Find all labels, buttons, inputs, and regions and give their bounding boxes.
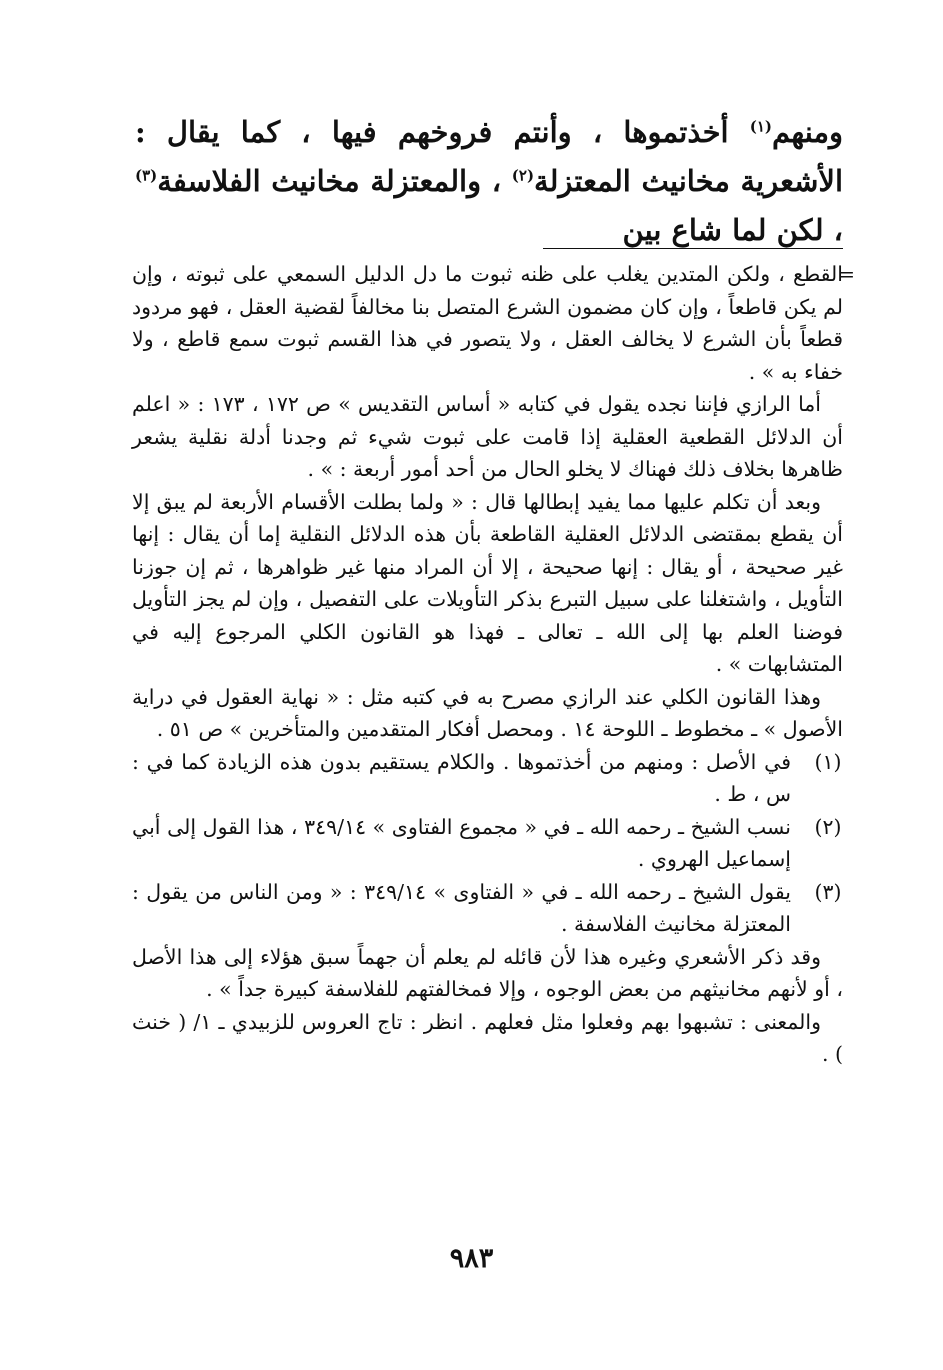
note-paragraph: القطع ، ولكن المتدين يغلب على ظنه ثبوت ما دل الدليل السمعي على ثبوته ، وإن لم يكن قاطعاً ، وإن كان مضمون الشرع المتصل بنا مخالفاً لقضية العقل ، فهو مردود قطعاً بأن الشرع لا يخالف العقل ، ولا يتصور في هذا القسم ثبوت سمع قاطع ، ولا خفاء به » . (132, 262, 843, 384)
footnote-separator (543, 248, 843, 249)
footnote-3 (132, 876, 843, 941)
footnote-2 (132, 811, 843, 876)
footnote-ref-3: (٣) (135, 166, 158, 185)
footnote-number: (١) (814, 749, 842, 774)
note-paragraph: وبعد أن تكلم عليها مما يفيد إبطالها قال : « ولما بطلت الأقسام الأربعة لم يبق إلا أن يقطع بمقتضى الدلائل العقلية القاطعة بأن هذه الدلائل النقلية إما أن يقال : إنها غير صحيحة ، أو يقال : إنها صحيحة ، إلا أن المراد منها غير ظواهرها ، ثم إن جوزنا التأويل ، واشتغلنا على سبيل التبرع بذكر التأويلات على التفصيل ، وإن لم يجز التأويل فوضنا العلم بها إلى الله ـ تعالى ـ فهذا هو القانون الكلي المرجوع إليه في المتشابهات » . (132, 489, 843, 676)
footnote-1 (132, 746, 843, 811)
footnote-number: (٣) (814, 879, 842, 904)
note-paragraph: والمعنى : تشبهوا بهم وفعلوا مثل فعلهم . انظر : تاج العروس للزبيدي ـ ١/ ( خنث ) . (132, 1009, 843, 1066)
footnote-ref-1: (١) (749, 117, 773, 136)
main-text-segment: ، لكن لما شاع بين (622, 213, 843, 247)
footnote-number: (٢) (814, 814, 842, 839)
note-paragraph: وقد ذكر الأشعري وغيره هذا لأن قائله لم يعلم أن جهماً سبق هؤلاء إلى هذا الأصل ، أو لأنهم مخانيثهم من بعض الوجوه ، وإلا فمخالفتهم للفلاسفة كبيرة جداً » . (132, 944, 843, 1001)
footnotes (132, 258, 843, 1071)
main-text (135, 108, 843, 255)
continuation-mark: = (838, 262, 855, 286)
note-paragraph: وهذا القانون الكلي عند الرازي مصرح به في كتبه مثل : « نهاية العقول في دراية الأصول » ـ مخطوط ـ اللوحة ١٤ . ومحصل أفكار المتقدمين والمتأخرين » ص ٥١ . (132, 684, 843, 741)
footnote-text: نسب الشيخ ـ رحمه الله ـ في « مجموع الفتاوى » ٣٤٩/١٤ ، هذا القول إلى أبي إسماعيل الهروي . (132, 814, 791, 871)
footnote-ref-2: (٢) (511, 166, 535, 185)
main-text-segment: ومنهم (772, 115, 843, 149)
footnote-text: يقول الشيخ ـ رحمه الله ـ في « الفتاوى » ٣٤٩/١٤ : « ومن الناس من يقول : المعتزلة مخانيث الفلاسفة . (132, 879, 791, 936)
note-paragraph: أما الرازي فإننا نجده يقول في كتابه « أساس التقديس » ص ١٧٢ ، ١٧٣ : « اعلم أن الدلائل القطعية العقلية إذا قامت على ثبوت شيء ثم وجدنا أدلة نقلية يشعر ظاهرها بخلاف ذلك فهناك لا يخلو الحال من أحد أمور أربعة : » . (132, 392, 843, 481)
main-text-segment: ، والمعتزلة مخانيث الفلاسفة (157, 164, 512, 198)
footnote-text: في الأصل : ومنهم من أخذتموها . والكلام يستقيم بدون هذه الزيادة كما في : س ، ط . (132, 749, 791, 806)
main-text-segment: أخذتموها ، وأنتم فروخهم فيها ، كما يقال : الأشعرية مخانيث المعتزلة (135, 115, 844, 198)
page-number: ٩٨٣ (449, 1243, 494, 1274)
main-paragraph (135, 108, 843, 255)
